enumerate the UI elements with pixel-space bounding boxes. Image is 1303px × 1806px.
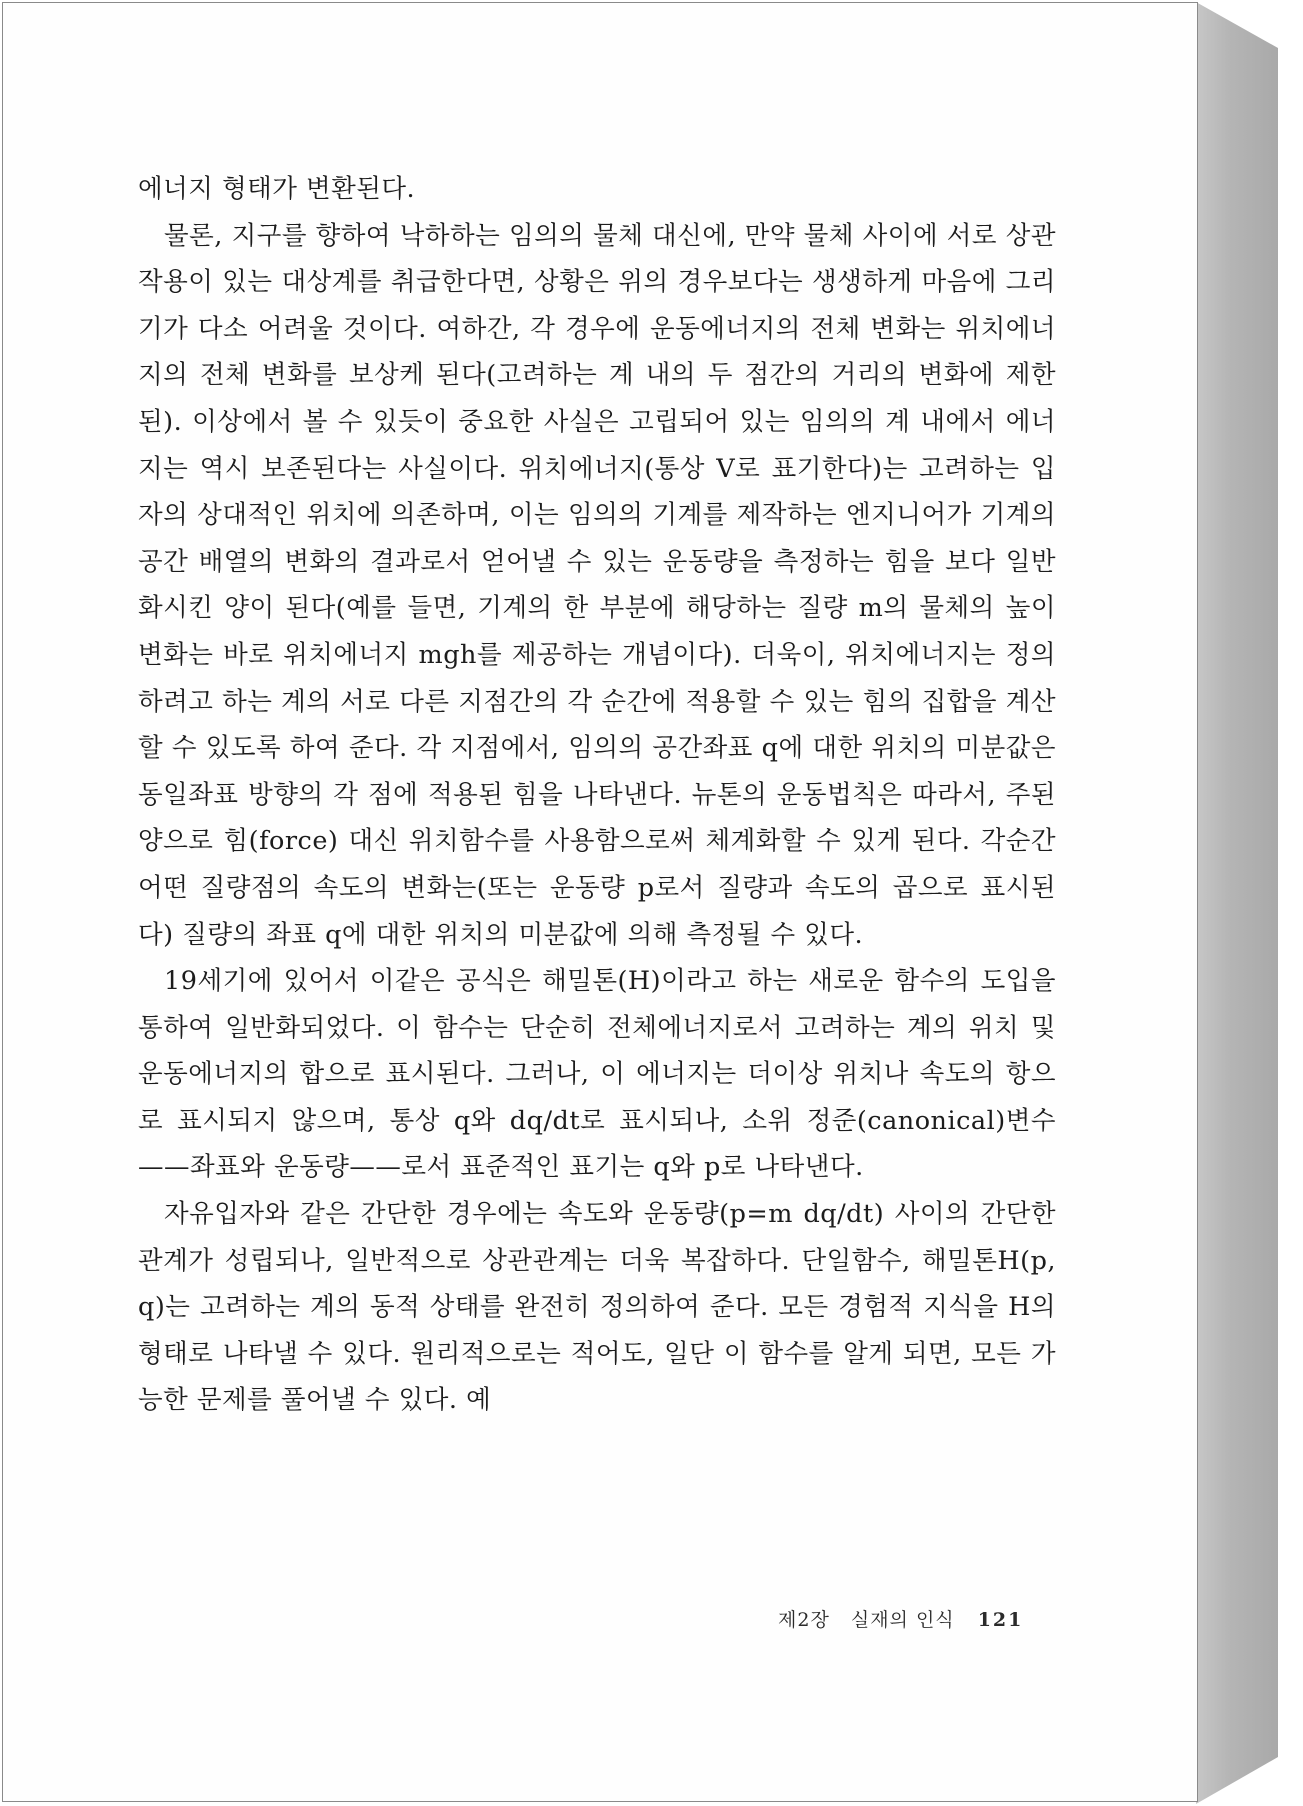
running-footer: [778, 1605, 1038, 1632]
footer-chapter: 제2장: [778, 1609, 830, 1631]
page-number: 121: [977, 1609, 1024, 1631]
paragraph-hamiltonian: 19세기에 있어서 이같은 공식은 해밀톤(H)이라고 하는 새로운 함수의 도입을 통하여 일반화되었다. 이 함수는 단순히 전체에너지로서 고려하는 계의 위치 및 운동에너지의 합으로 표시된다. 그러나, 이 에너지는 더이상 위치나 속도의 항으로 표시되지 않으며, 통상 q와 dq/dt로 표시되나, 소위 정준(canonical)변수——좌표와 운동량——로서 표준적인 표기는 q와 p로 나타낸다.: [138, 966, 1056, 1183]
book-spine: [1196, 2, 1278, 1804]
paragraph-continuation: 에너지 형태가 변환된다.: [138, 174, 416, 204]
paragraph-potential-energy: 물론, 지구를 향하여 낙하하는 임의의 물체 대신에, 만약 물체 사이에 서로 상관작용이 있는 대상계를 취급한다면, 상황은 위의 경우보다는 생생하게 마음에 그리기가 다소 어려울 것이다. 여하간, 각 경우에 운동에너지의 전체 변화는 위치에너지의 전체 변화를 보상케 된다(고려하는 계 내의 두 점간의 거리의 변화에 제한된). 이상에서 볼 수 있듯이 중요한 사실은 고립되어 있는 임의의 계 내에서 에너지는 역시 보존된다는 사실이다. 위치에너지(통상 V로 표기한다)는 고려하는 입자의 상대적인 위치에 의존하며, 이는 임의의 기계를 제작하는 엔지니어가 기계의 공간 배열의 변화의 결과로서 얻어낼 수 있는 운동량을 측정하는 힘을 보다 일반화시킨 양이 된다(예를 들면, 기계의 한 부분에 해당하는 질량 m의 물체의 높이 변화는 바로 위치에너지 mgh를 제공하는 개념이다). 더욱이, 위치에너지는 정의하려고 하는 계의 서로 다른 지점간의 각 순간에 적용할 수 있는 힘의 집합을 계산할 수 있도록 하여 준다. 각 지점에서, 임의의 공간좌표 q에 대한 위치의 미분값은 동일좌표 방향의 각 점에 적용된 힘을 나타낸다. 뉴톤의 운동법칙은 따라서, 주된 양으로 힘(force) 대신 위치함수를 사용함으로써 체계화할 수 있게 된다. 각순간 어떤 질량점의 속도의 변화는(또는 운동량 p로서 질량과 속도의 곱으로 표시된다) 질량의 좌표 q에 대한 위치의 미분값에 의해 측정될 수 있다.: [138, 220, 1056, 950]
body-text: [138, 166, 1056, 1424]
paragraph-free-particle: 자유입자와 같은 간단한 경우에는 속도와 운동량(p=m dq/dt) 사이의 간단한 관계가 성립되나, 일반적으로 상관관계는 더욱 복잡하다. 단일함수, 해밀톤H(p, q)는 고려하는 계의 동적 상태를 완전히 정의하여 준다. 모든 경험적 지식을 H의 형태로 나타낼 수 있다. 원리적으로는 적어도, 일단 이 함수를 알게 되면, 모든 가능한 문제를 풀어낼 수 있다. 예: [138, 1199, 1056, 1416]
footer-section-title: 실재의 인식: [850, 1609, 955, 1631]
